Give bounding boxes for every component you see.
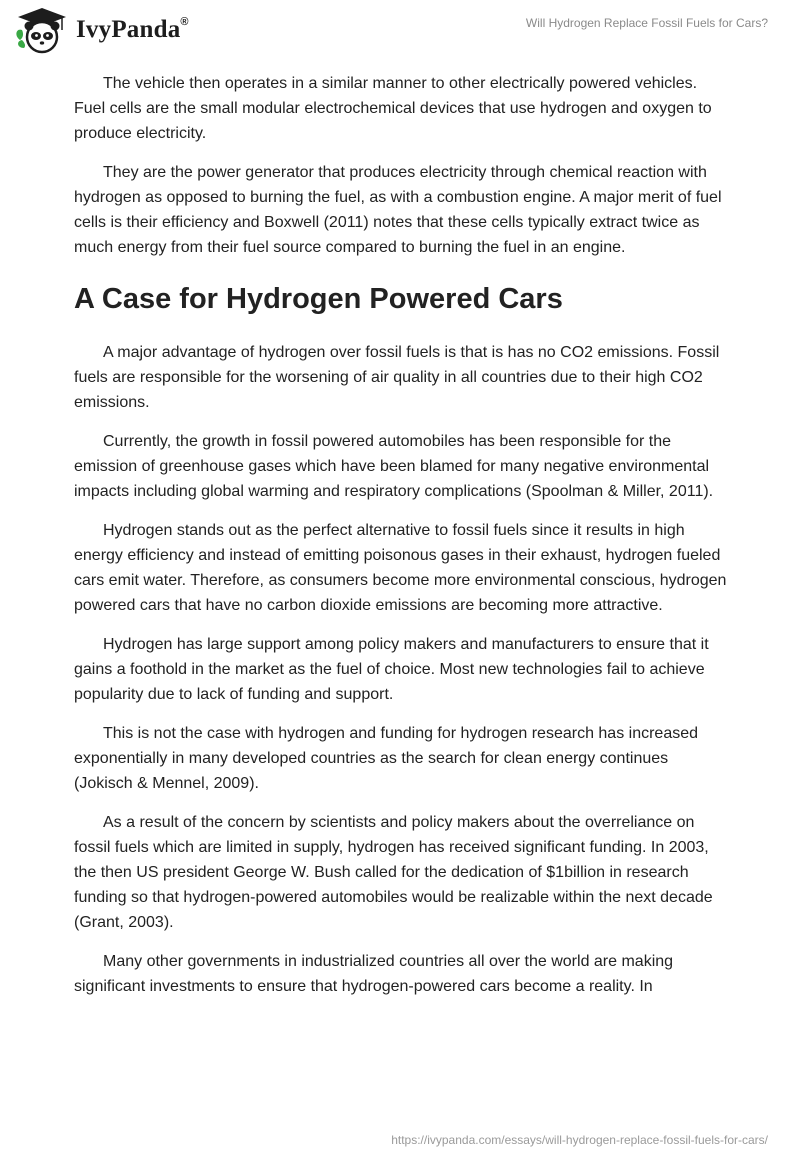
paragraph: As a result of the concern by scientists and policy makers about the overreliance on fossil fuels which are limited in supply, hydrogen has received significant funding. In 2003, the then US president George W. Bush called for the dedication of $1billion in research funding so that hydrogen-powered automobiles would be realizable within the next decade (Grant, 2003). — [74, 814, 713, 931]
paragraph: This is not the case with hydrogen and funding for hydrogen research has increased exponentially in many developed countries as the search for clean energy continues (Jokisch & Mennel, 2009). — [74, 725, 699, 792]
paragraph: They are the power generator that produces electricity through chemical reaction with hydrogen as opposed to burning the fuel, as with a combustion engine. A major merit of fuel cells is their efficiency and Boxwell (2011) notes that these cells typically extract twice as much energy from their fuel source compared to burning the fuel in an engine. — [74, 164, 722, 256]
ivypanda-logo[interactable] — [14, 6, 189, 54]
registered-mark: ® — [180, 16, 189, 28]
paragraph: A major advantage of hydrogen over fossil fuels is that is has no CO2 emissions. Fossil fuels are responsible for the worsening of air quality in all countries due to their high CO2 emissions. — [74, 344, 720, 411]
paragraph: Many other governments in industrialized countries all over the world are making significant investments to ensure that hydrogen-powered cars become a reality. In — [74, 953, 674, 995]
paragraph: Hydrogen stands out as the perfect alternative to fossil fuels since it results in high energy efficiency and instead of emitting poisonous gases in their exhaust, hydrogen fueled cars emit water. Therefore, as consumers become more environmental conscious, hydrogen powered cars that have no carbon dioxide emissions are becoming more attractive. — [74, 522, 727, 614]
brand-name-text: IvyPanda — [76, 16, 181, 43]
paragraph: Hydrogen has large support among policy makers and manufacturers to ensure that it gains a foothold in the market as the fuel of choice. Most new technologies fail to achieve popularity due to lack of funding and support. — [74, 636, 709, 703]
page-header — [0, 0, 800, 64]
document-title: Will Hydrogen Replace Fossil Fuels for Cars? — [525, 16, 768, 30]
source-url[interactable]: https://ivypanda.com/essays/will-hydrogen-replace-fossil-fuels-for-cars/ — [391, 1133, 768, 1147]
paragraph: The vehicle then operates in a similar manner to other electrically powered vehicles. Fuel cells are the small modular electrochemical devices that use hydrogen and oxygen to produce electricity. — [74, 75, 712, 142]
brand-name — [76, 16, 189, 44]
paragraph: Currently, the growth in fossil powered automobiles has been responsible for the emission of greenhouse gases which have been blamed for many negative environmental impacts including global warming and respiratory complications (Spoolman & Miller, 2011). — [74, 433, 714, 500]
section-heading: A Case for Hydrogen Powered Cars — [74, 283, 563, 315]
essay-content — [74, 71, 730, 1013]
panda-graduate-icon — [14, 6, 70, 54]
